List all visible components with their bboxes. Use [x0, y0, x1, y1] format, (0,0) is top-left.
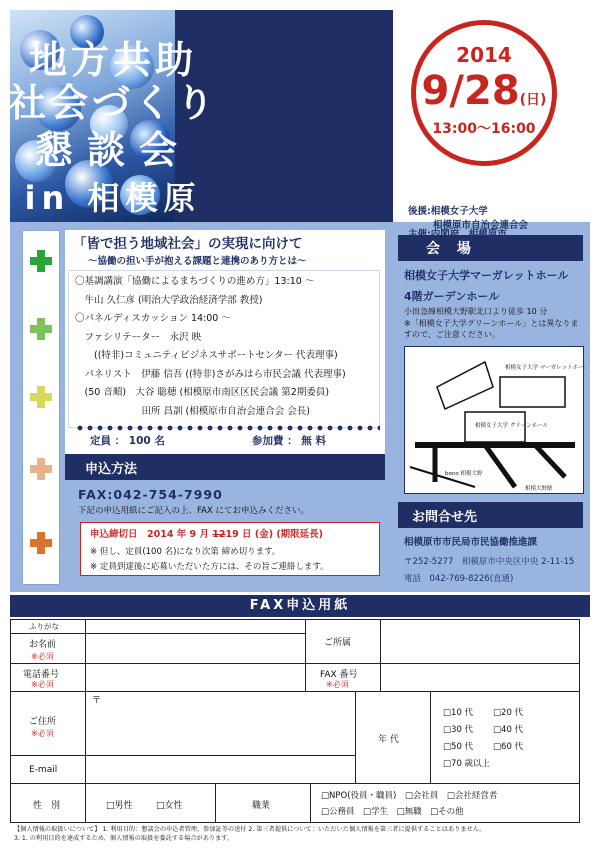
program-item: 牛山 久仁彦 (明治大学政治経済学部 教授) [75, 294, 263, 306]
map-label: bono 相模大野 [445, 471, 483, 477]
green-cross-icon [30, 250, 52, 272]
apply-heading: 申込方法 [65, 454, 385, 480]
age-50-checkbox[interactable]: □50 代 [443, 742, 474, 752]
deadline-prefix: 申込締切日 2014 年 9 月 [90, 529, 213, 540]
age-60-checkbox[interactable]: □60 代 [493, 742, 524, 752]
contact-heading: お問合せ先 [398, 502, 583, 528]
furigana-label: ふりがな [29, 622, 59, 631]
fax-note: 下記の申込用紙にご記入の上、FAX にてお申込みください。 [78, 506, 309, 516]
contact-phone: 電話 042-769-8226(直通) [404, 574, 514, 584]
gender-options [86, 784, 216, 822]
map-label: 相模女子大学 マーガレットホール [505, 365, 585, 371]
light-green-cross-icon [30, 318, 52, 340]
contact-org: 相模原市市民局市民協働推進課 [404, 537, 538, 548]
occupation-options-row2[interactable]: □公務員 □学生 □無職 □その他 [321, 807, 464, 817]
fax-field[interactable] [381, 664, 580, 692]
home-label: ご住所 [29, 717, 57, 727]
affiliation-label-cell [306, 620, 381, 664]
privacy-footer [14, 826, 589, 843]
home-field[interactable] [86, 692, 356, 756]
gender-label: 性 別 [33, 801, 61, 811]
venue-access-note: ※「相模女子大学グリーンホール」とは異なりますので、ご注意ください。 [404, 318, 579, 339]
fee: 参加費 ： 無 料 [252, 435, 326, 447]
venue-access [404, 306, 586, 341]
program-list [68, 270, 380, 428]
program-item: ファシリテーター 永沢 映 [75, 331, 202, 343]
required-mark: ※必須 [31, 652, 54, 661]
privacy-line-1: 【個人情報の取扱いについて】 1. 利用目的：懇談会の申込者管理、参加証等の送付 2. 第三者提供について：いただいた個人情報を第三者に提供することはありません。 [14, 826, 486, 833]
dotted-divider [75, 425, 380, 431]
title-line-4: in 相模原 [24, 179, 202, 217]
furigana-label-cell [11, 620, 86, 634]
event-year: 2014 [456, 43, 512, 67]
fax-label: FAX 番号 [320, 670, 358, 680]
phone-label: 電話番号 [23, 670, 60, 680]
occupation-label-cell [216, 784, 311, 822]
home-label-cell [11, 692, 86, 756]
affiliation-field[interactable] [381, 620, 580, 664]
program-subline: 〜協働の担い手が抱える課題と連携のあり方とは〜 [88, 256, 307, 267]
venue-room: 4階ガーデンホール [404, 290, 500, 303]
deadline-old-day: 12 [212, 529, 226, 540]
age-options [431, 692, 580, 784]
occupation-options [311, 784, 580, 822]
venue-map [404, 346, 584, 494]
age-70-checkbox[interactable]: □70 歳以上 [443, 759, 491, 769]
age-20-checkbox[interactable]: □20 代 [493, 708, 524, 718]
contact-address: 〒252-5277 相模原市中央区中央 2-11-15 [404, 557, 575, 567]
required-mark: ※必須 [326, 680, 349, 689]
map-drawing [405, 347, 585, 495]
age-10-checkbox[interactable]: □10 代 [443, 708, 474, 718]
deadline-note-1: ※ 但し、定員(100 名)になり次第 締め切ります。 [90, 547, 281, 557]
venue-heading: 会 場 [398, 235, 583, 261]
title-line-3: 懇談会 [34, 128, 191, 172]
program-item: 〇基調講演「協働によるまちづくりの進め方」13:10 〜 [75, 276, 315, 287]
event-month-day: 9/28 [421, 68, 520, 114]
email-label-cell [11, 756, 86, 784]
program-item: 〇パネルディスカッション 14:00 〜 [75, 313, 231, 324]
required-mark: ※必須 [31, 729, 54, 738]
map-label: 相模女子大学 グリーンホール [475, 423, 549, 429]
age-label: 年 代 [378, 735, 399, 745]
furigana-field[interactable] [86, 620, 306, 634]
fax-form [10, 619, 580, 823]
supporter-2: 相模原市自治会連合会 [433, 220, 529, 231]
age-40-checkbox[interactable]: □40 代 [493, 725, 524, 735]
name-label-cell [11, 634, 86, 664]
event-time: 13:00〜16:00 [432, 121, 536, 137]
program-item: (50 音順) 大谷 聡穂 (相模原市南区区民会議 第2期委員) [75, 387, 330, 398]
title-line-1: 地方共助 [28, 38, 197, 82]
supporter-1: 後援:相模女子大学 [408, 206, 488, 217]
title-line-2: 社会づくり [8, 81, 219, 125]
event-date [419, 68, 549, 114]
email-label: E-mail [29, 765, 58, 775]
yellow-cross-icon [30, 386, 52, 408]
event-weekday: (日) [519, 92, 547, 108]
phone-label-cell [11, 664, 86, 692]
deadline-note-2: ※ 定員到達後に応募いただいた方には、その旨ご連絡します。 [90, 562, 329, 572]
fax-label-cell [306, 664, 381, 692]
program-headline: 「皆で担う地域社会」の実現に向けて [73, 236, 303, 252]
required-mark: ※必須 [31, 680, 54, 689]
venue-access-line: 小田急線相模大野駅北口より徒歩 10 分 [404, 307, 548, 316]
fax-number: FAX:042-754-7990 [78, 487, 223, 502]
female-checkbox[interactable]: □女性 [156, 801, 183, 811]
peach-cross-icon [30, 458, 52, 480]
deadline-suffix: 19 日 (金) (期限延長) [225, 529, 324, 540]
occupation-options-row1[interactable]: □NPO(役員・職員) □会社員 □会社経営者 [321, 791, 498, 801]
map-label: 相模大野駅 [525, 486, 553, 492]
form-title: FAX申込用紙 [10, 595, 590, 617]
program-item: ((特非)コミュニティビジネスサポートセンター 代表理事) [75, 350, 338, 361]
name-label: お名前 [29, 640, 57, 650]
postal-mark: 〒 [92, 696, 102, 706]
capacity: 定員 ： 100 名 [90, 435, 165, 447]
program-item: パネリスト 伊藤 信吾 ((特非)さがみはら市民会議 代表理事) [75, 368, 346, 380]
age-label-cell [356, 692, 431, 784]
gender-label-cell [11, 784, 86, 822]
orange-cross-icon [30, 532, 52, 554]
affiliation-label: ご所属 [324, 638, 352, 648]
privacy-line-2: 3. 1. の利用目的を達成するため、個人情報の取扱を委託する場合があります。 [14, 834, 234, 842]
male-checkbox[interactable]: □男性 [106, 801, 133, 811]
occupation-label: 職業 [252, 801, 271, 811]
email-field[interactable] [86, 756, 356, 784]
name-field[interactable] [86, 634, 306, 664]
deadline [90, 526, 323, 540]
age-30-checkbox[interactable]: □30 代 [443, 725, 474, 735]
program-item: 田所 昌訓 (相模原市自治会連合会 会長) [75, 405, 310, 417]
venue-name: 相模女子大学マーガレットホール [404, 269, 569, 282]
phone-field[interactable] [86, 664, 306, 692]
